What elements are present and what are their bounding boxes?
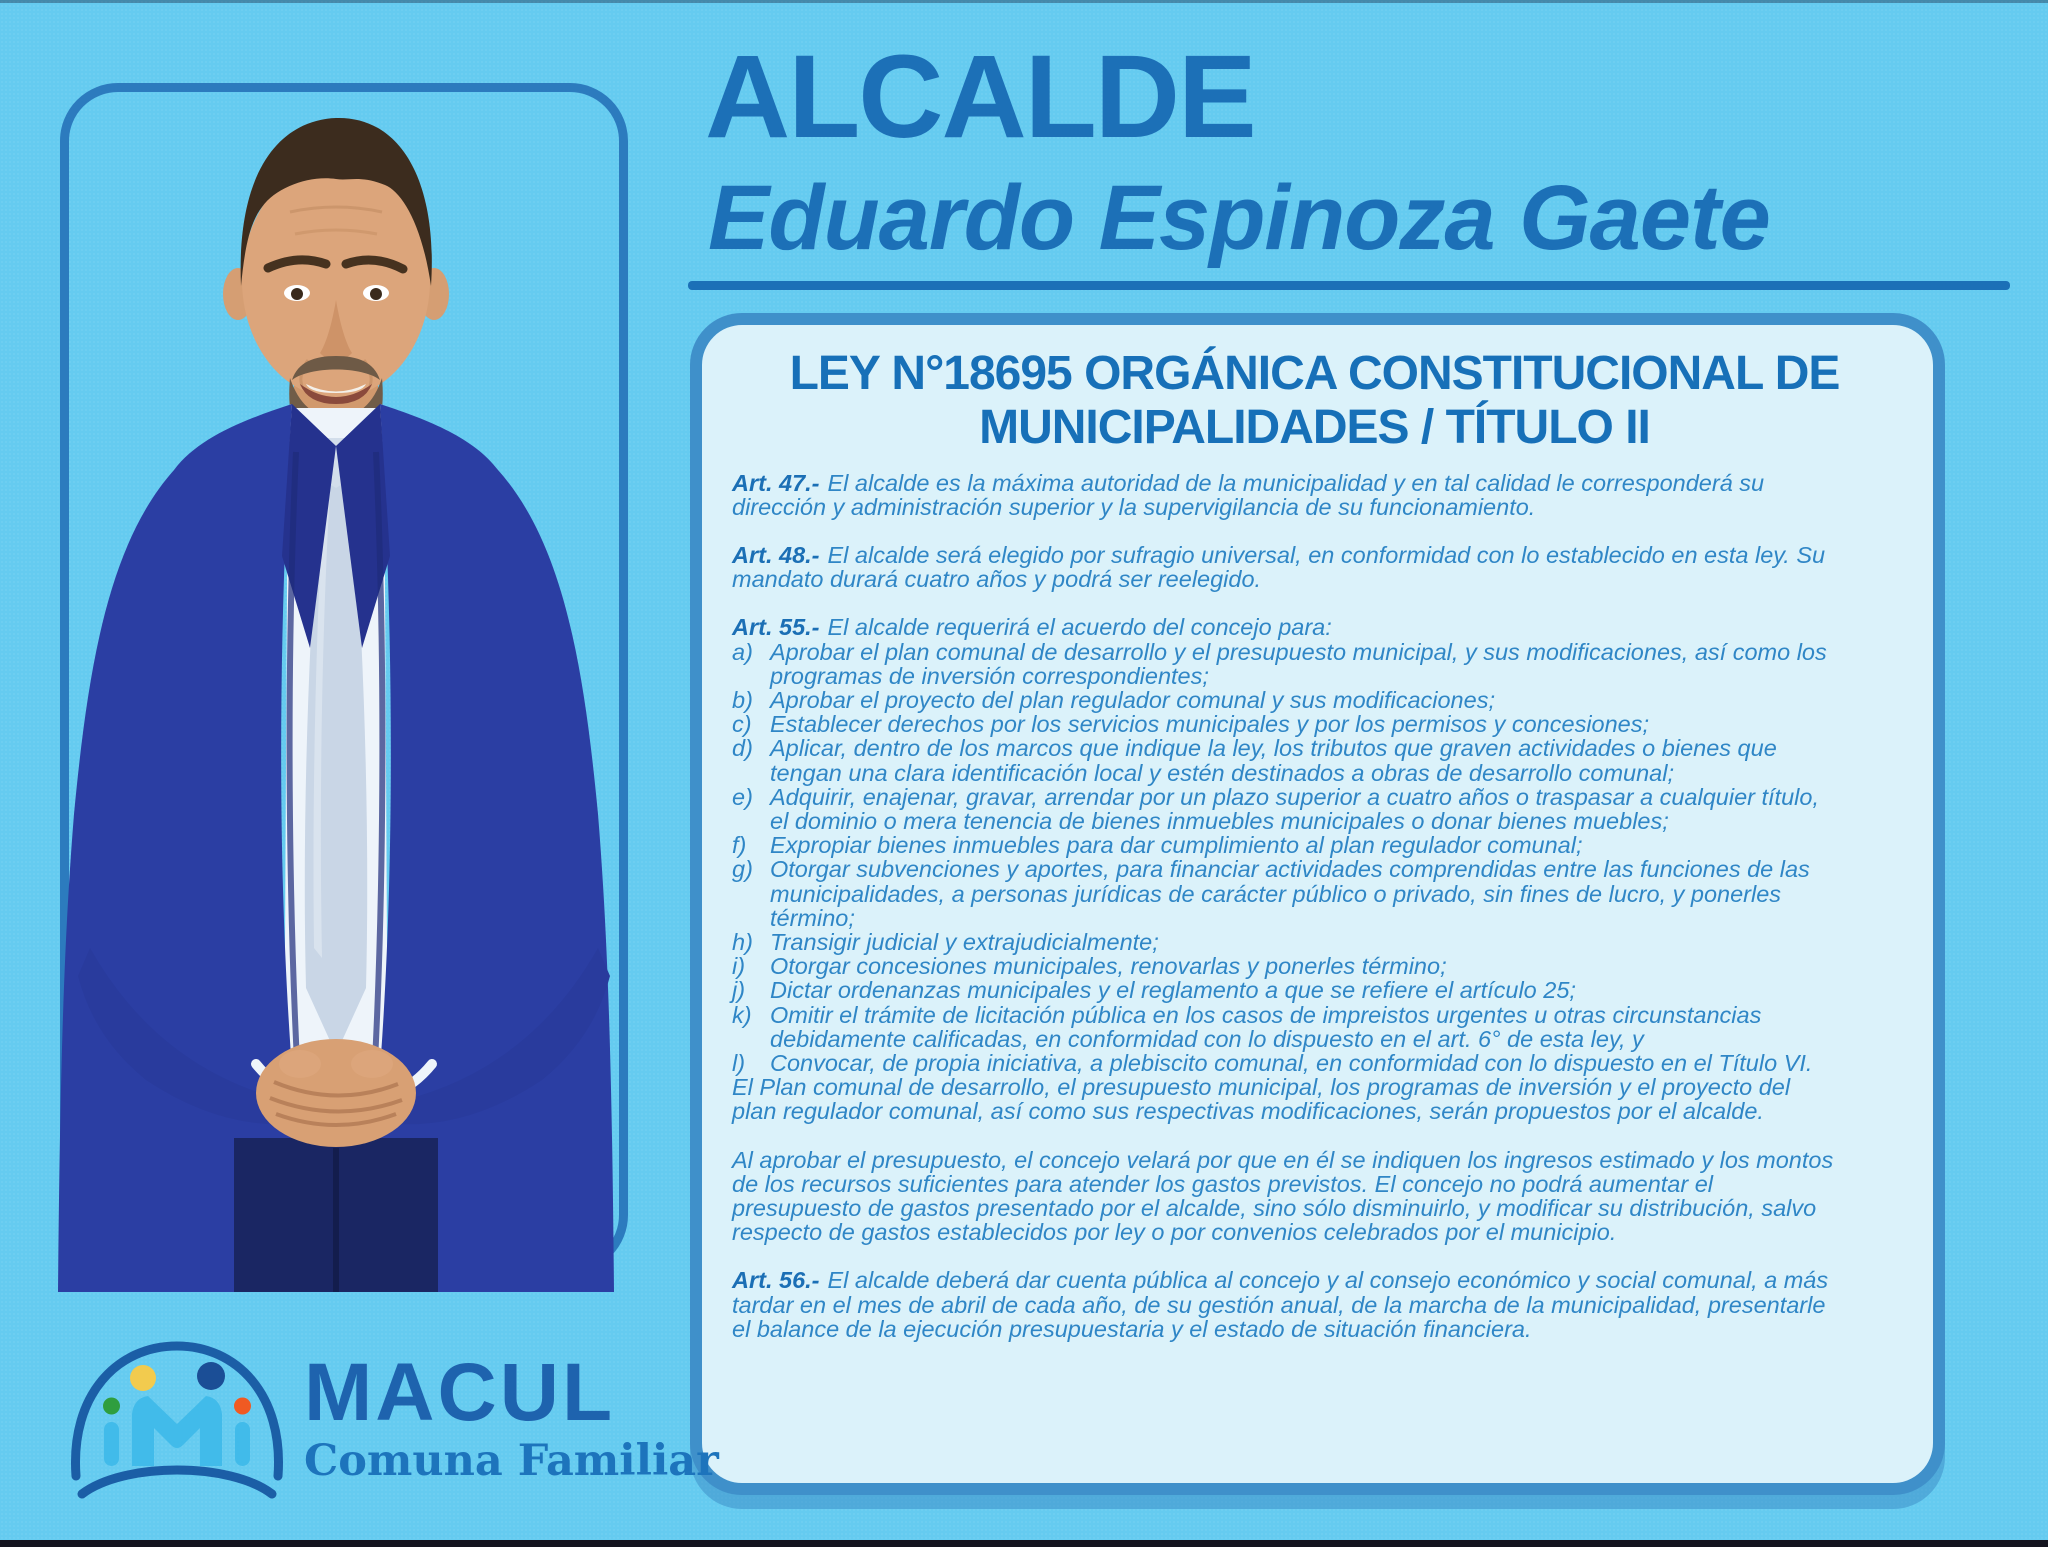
head-yellow: [130, 1365, 156, 1391]
mayor-name: Eduardo Espinoza Gaete: [708, 167, 1770, 269]
list-item-b: b) Aprobar el proyecto del plan regulador comunal y sus modificaciones;: [732, 686, 1495, 713]
list-item-a: a) Aprobar el plan comunal de desarrollo y el presupuesto municipal, y sus modificaciones, así como los programas de inversión correspondientes;: [732, 638, 1827, 689]
macul-logo-icon: [62, 1336, 292, 1506]
law-body: [732, 471, 1840, 1342]
brand-tagline: Comuna Familiar: [304, 1436, 719, 1486]
closing-paragraph-1: El Plan comunal de desarrollo, el presupuesto municipal, los programas de inversión y el proyecto del plan regulador comunal, así como sus respectivas modificaciones, serán propuestos por el alcalde.: [732, 1074, 1791, 1125]
list-item-c: c) Establecer derechos por los servicios municipales y por los permisos y concesiones;: [732, 711, 1650, 738]
head-navy: [197, 1362, 225, 1390]
mayor-photo: [38, 108, 650, 1292]
law-heading-line2: MUNICIPALIDADES / TÍTULO II: [979, 400, 1650, 454]
closing-paragraph-2: Al aprobar el presupuesto, el concejo velará por que en él se indiquen los ingresos estimado y los montos de los recursos suficientes para atender los gastos previstos. El concejo no podrá aumentar el presupuesto de gastos presentado por el alcalde, sino sólo disminuirlo, y modificar su distribución, salvo respecto de gastos establecidos por ley o por convenios celebrados por el municipio.: [732, 1146, 1834, 1246]
family-m-figure: [132, 1396, 222, 1466]
law-box: [690, 313, 1945, 1495]
page-title: ALCALDE: [705, 31, 1255, 163]
top-edge-strip: [0, 0, 2048, 3]
article-47: Art. 47.- El alcalde es la máxima autoridad de la municipalidad y en tal calidad le corresponderá su dirección y administración superior y la supervigilancia de su funcionamiento.: [732, 469, 1765, 520]
divider-line: [688, 281, 2010, 290]
portrait-hands: [256, 1039, 416, 1147]
list-item-g: g) Otorgar subvenciones y aportes, para financiar actividades comprendidas entre las funciones de las municipalidades, a personas jurídicas de carácter público o privado, sin fines de lucro, y ponerles término;: [732, 856, 1810, 931]
list-item-e: e) Adquirir, enajenar, gravar, arrendar por un plazo superior a cuatro años o traspasar a cualquier título, el dominio o mera tenencia de bienes inmuebles municipales o donar bienes muebles;: [732, 783, 1819, 834]
list-item-i: i) Otorgar concesiones municipales, renovarlas y ponerles término;: [732, 953, 1447, 980]
law-heading-line1: LEY N°18695 ORGÁNICA CONSTITUCIONAL DE: [789, 347, 1840, 400]
list-item-k: k) Omitir el trámite de licitación pública en los casos de impreistos urgentes u otras circunstancias debidamente calificadas, en conformidad con lo dispuesto en el art. 6° de esta ley, y: [732, 1001, 1762, 1052]
ground-arc: [82, 1470, 272, 1494]
list-item-d: d) Aplicar, dentro de los marcos que indique la ley, los tributos que graven actividades o bienes que tengan una clara identificación local y estén destinados a obras de desarrollo comunal;: [732, 735, 1777, 786]
law-heading: [735, 347, 1895, 455]
list-item-h: h) Transigir judicial y extrajudicialmente;: [732, 928, 1159, 955]
brand-name: MACUL: [304, 1347, 616, 1438]
article-55: Art. 55.- El alcalde requerirá el acuerdo del concejo para:: [732, 614, 1332, 641]
article-56: Art. 56.- El alcalde deberá dar cuenta pública al concejo y al consejo económico y social comunal, a más tardar en el mes de abril de cada año, de su gestión anual, de la marcha de la municipalidad, presentarle el balance de la ejecución presupuestaria y el estado de situación financiera.: [732, 1267, 1829, 1342]
head-green: [103, 1398, 120, 1415]
list-item-j: j) Dictar ordenanzas municipales y el reglamento a que se refiere el artículo 25;: [732, 977, 1576, 1004]
bottom-edge-strip: [0, 1540, 2048, 1547]
head-orange: [234, 1398, 251, 1415]
list-item-l: l) Convocar, de propia iniciativa, a plebiscito comunal, en conformidad con lo dispuesto en el Título VI.: [732, 1049, 1813, 1076]
list-item-f: f) Expropiar bienes inmuebles para dar cumplimiento al plan regulador comunal;: [732, 832, 1583, 859]
article-48: Art. 48.- El alcalde será elegido por sufragio universal, en conformidad con lo establecido en esta ley. Su mandato durará cuatro años y podrá ser reelegido.: [732, 541, 1826, 593]
